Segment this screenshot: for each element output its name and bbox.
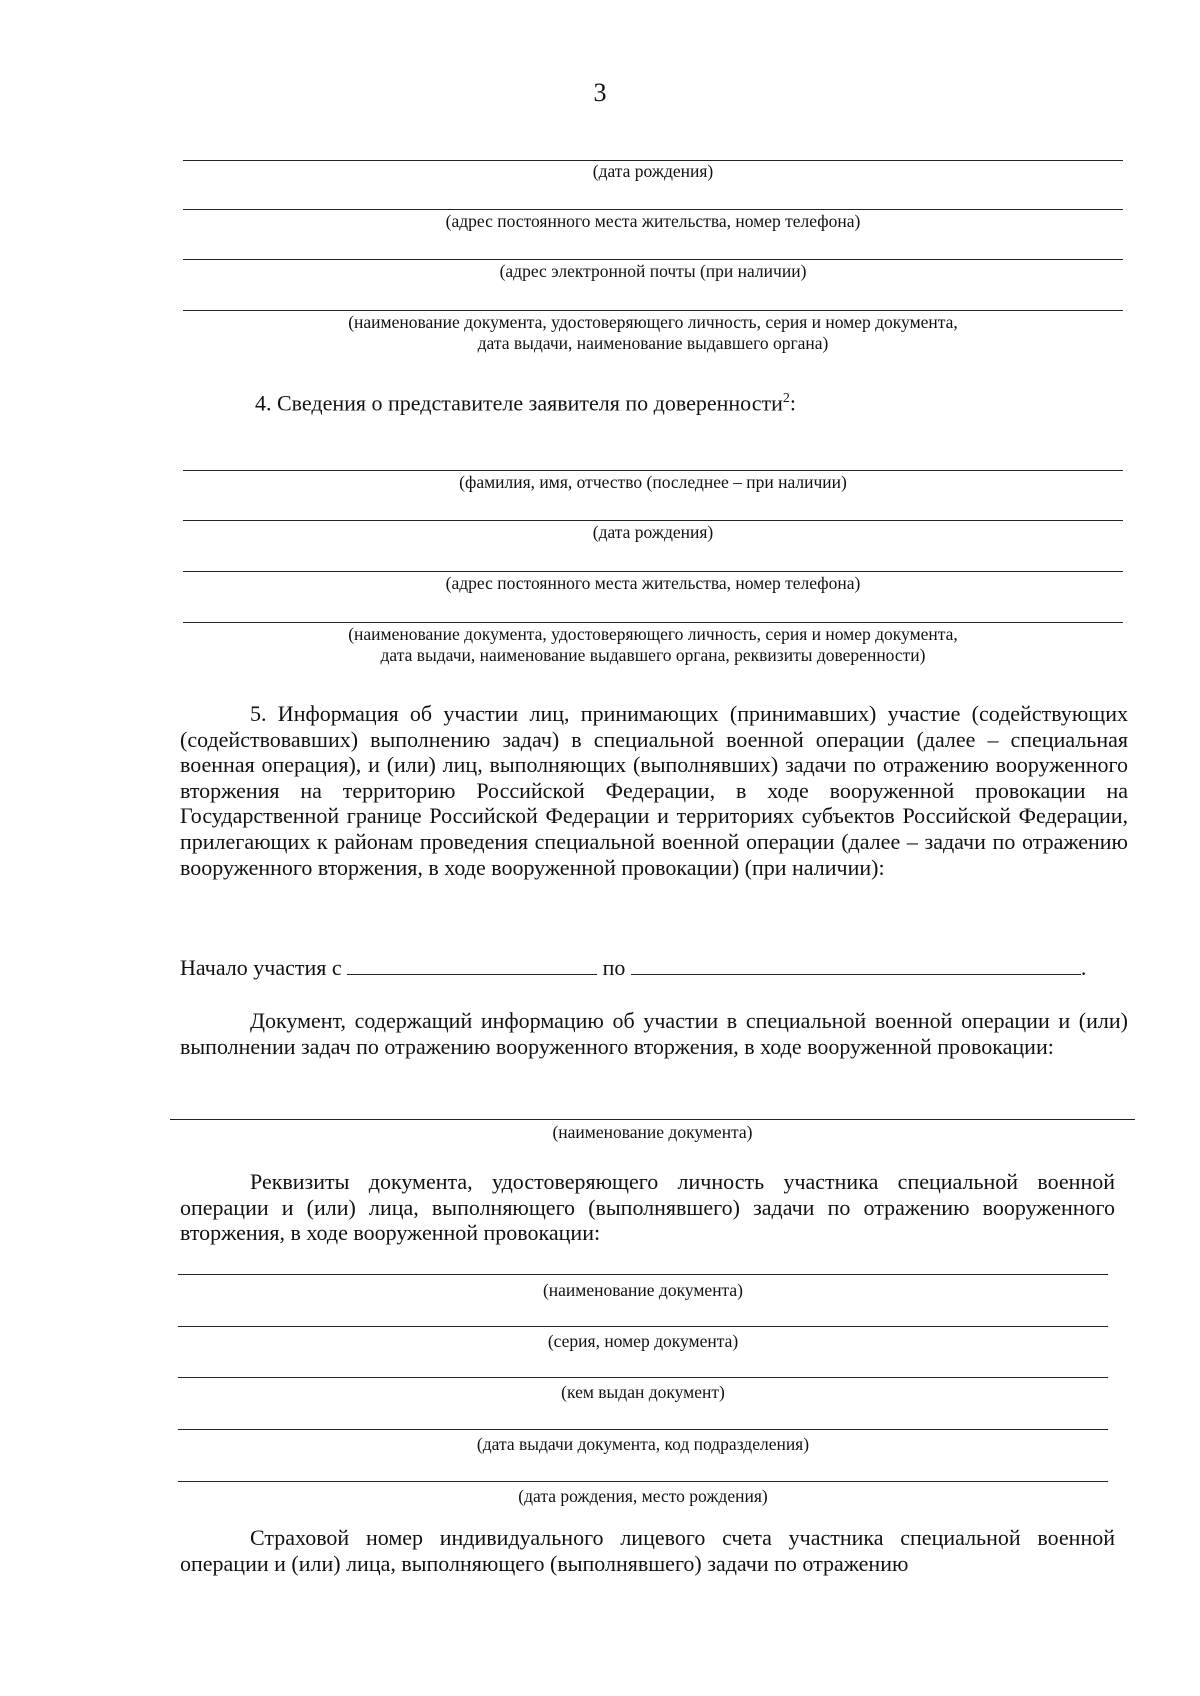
participation-end-blank (631, 954, 1081, 975)
field-caption-identity-issue-date: (дата выдачи документа, код подразделения) (476, 1434, 810, 1454)
caption-line: дата выдачи, наименование выдавшего органа) (477, 333, 829, 353)
page-number: 3 (593, 78, 607, 107)
field-caption-representative-name: (фамилия, имя, отчество (последнее – при наличии) (459, 472, 847, 492)
section-5-paragraph: 5. Информация об участии лиц, принимающих (принимавших) участие (содействующих (содействовавших) выполнению задач) в специальной военной операции (далее – специальная военная операция), и (или) лиц, выполняющих (выполнявших) задачи по отражению вооруженного вторжения на территорию Российской Федерации, в ходе вооруженной провокации на Государственной границе Российской Федерации и территориях субъектов Российской Федерации, прилегающих к районам проведения специальной военной операции (далее – задачи по отражению вооруженного вторжения, в ходе вооруженной провокации) (при наличии): (180, 701, 1128, 880)
field-caption-representative-birth-date: (дата рождения) (592, 522, 714, 542)
fill-line (183, 571, 1123, 572)
section-4-heading-tail: : (789, 390, 797, 416)
insurance-number-paragraph: Страховой номер индивидуального лицевого счета участника специальной военной операции и (или) лица, выполняющего (выполнявшего) задачи по отражению (180, 1525, 1115, 1576)
fill-line (183, 470, 1123, 471)
fill-line (183, 209, 1123, 210)
caption-line: дата выдачи, наименование выдавшего органа, реквизиты доверенности) (380, 645, 926, 665)
caption-line: (наименование документа, удостоверяющего личность, серия и номер документа, (348, 624, 958, 644)
document-paragraph: Документ, содержащий информацию об участии в специальной военной операции и (или) выполнении задач по отражению вооруженного вторжения, в ходе вооруженной провокации: (180, 1008, 1128, 1059)
field-caption-identity-doc-name: (наименование документа) (542, 1280, 744, 1300)
field-caption-birth-date-place: (дата рождения, место рождения) (518, 1486, 768, 1506)
footnote-mark: 2 (782, 391, 790, 406)
fill-line (183, 622, 1123, 623)
field-caption-representative-address: (адрес постоянного места жительства, номер телефона) (445, 573, 861, 593)
fill-line (178, 1326, 1108, 1327)
fill-line (183, 259, 1123, 260)
field-caption-birth-date: (дата рождения) (592, 161, 714, 181)
participation-period-row (180, 954, 1086, 981)
fill-line (178, 1274, 1108, 1275)
field-caption-identity-doc (183, 312, 1123, 354)
field-caption-representative-identity (183, 624, 1123, 666)
field-caption-identity-issued-by: (кем выдан документ) (561, 1382, 725, 1402)
fill-line (178, 1429, 1108, 1430)
fill-line (178, 1377, 1108, 1378)
caption-line: (наименование документа, удостоверяющего личность, серия и номер документа, (348, 312, 958, 332)
section-4-heading (255, 386, 796, 416)
participation-start-label: Начало участия с (180, 955, 342, 980)
fill-line (178, 1481, 1108, 1482)
participation-to-label: по (602, 955, 626, 980)
field-caption-participation-document: (наименование документа) (552, 1122, 753, 1142)
field-caption-email: (адрес электронной почты (при наличии) (499, 261, 807, 281)
fill-line (170, 1119, 1135, 1120)
field-caption-identity-series-number: (серия, номер документа) (547, 1331, 739, 1351)
fill-line (183, 310, 1123, 311)
fill-line (183, 520, 1123, 521)
participation-end-dot: . (1080, 955, 1087, 980)
participation-start-blank (347, 954, 597, 975)
identity-paragraph: Реквизиты документа, удостоверяющего личность участника специальной военной операции и (или) лица, выполняющего (выполнявшего) задачи по отражению вооруженного вторжения, в ходе вооруженной провокации: (180, 1169, 1115, 1246)
field-caption-address-phone: (адрес постоянного места жительства, номер телефона) (445, 211, 861, 231)
section-4-heading-text: 4. Сведения о представителе заявителя по доверенности (255, 390, 783, 416)
